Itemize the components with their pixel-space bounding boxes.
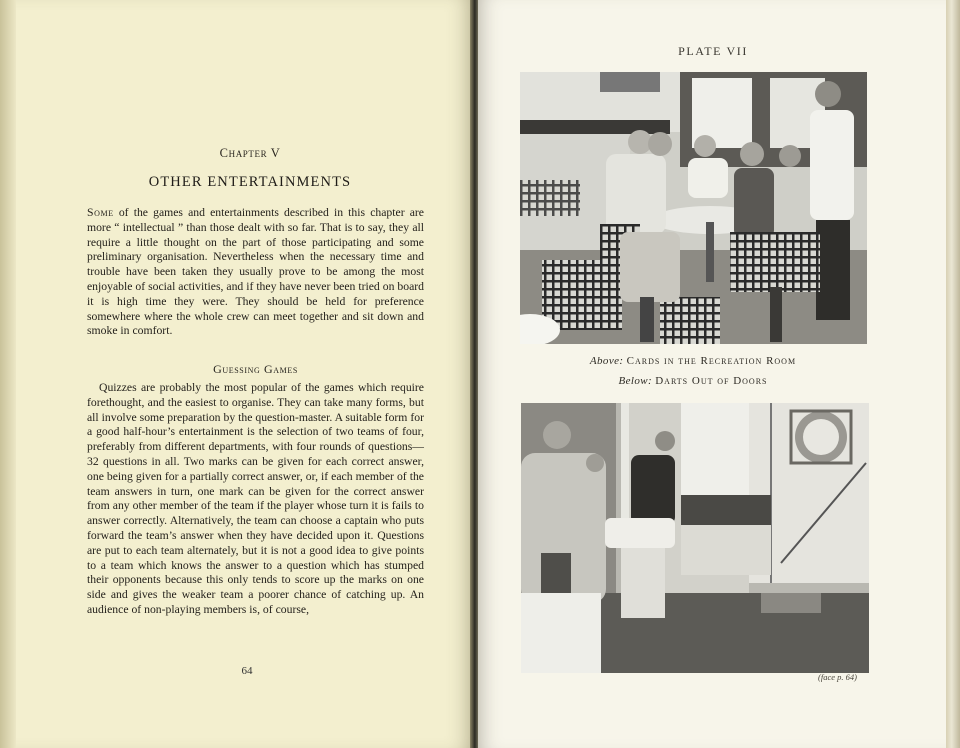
caption-below: [518, 375, 868, 387]
page-number: 64: [241, 665, 253, 677]
photo-darts-out-of-doors: [521, 403, 869, 673]
caption-below-prefix: Below:: [618, 375, 653, 387]
plate-label: PLATE VII: [678, 44, 748, 58]
chapter-label: Chapter V: [219, 146, 281, 160]
caption-above: [518, 355, 868, 367]
caption-above-text: Cards in the Recreation Room: [626, 355, 797, 367]
caption-above-prefix: Above:: [589, 355, 624, 367]
book-page-edge: [946, 0, 960, 748]
right-page: [478, 0, 948, 748]
chapter-title: OTHER ENTERTAINMENTS: [148, 174, 352, 190]
photo-cards-recreation-room: [520, 72, 867, 344]
photo-cards-image: [520, 72, 867, 344]
photo-darts-image: [521, 403, 869, 673]
intro-lead-word: Some: [87, 206, 114, 219]
left-page: [0, 0, 474, 748]
intro-paragraph: [87, 206, 424, 339]
caption-below-text: Darts Out of Doors: [655, 375, 768, 387]
face-page-reference: (face p. 64): [818, 672, 857, 682]
intro-paragraph-text: of the games and entertainments described in this chapter are more “ intellectual ” than those dealt with so far. That is to say, they all require a little thought on the part of those participating and some preliminary organisation. Nevertheless when the necessary time and trouble have been taken they usually prove to be among the most enjoyable of social activities, and if they have never been tried on board it is high time they were. They should be held for preference somewhere where the whole crew can meet together and sit down and smoke in comfort.: [87, 206, 424, 338]
guessing-games-paragraph: Quizzes are probably the most popular of the games which require forethought, and the easiest to organise. They can take many forms, but all involve some preparation by the question-master. A suitable form for a good half-hour’s entertainment is the selection of two teams of four, preferably from different departments, with four rounds of questions—32 questions in all. Two marks can be given for each correct answer, one being given for a partially correct answer, or, if each member of the team answers in turn, one mark can be given for the correct answer from any other member of the team if the player whose turn it is fails to answer correctly. Alternatively, the team can choose a captain who puts forward the team’s answer when they have decided upon it. Questions are put to each team alternately, but it is not a good idea to give points to a team which knows the answer to a question which has stumped their opponents because this only tends to score up the marks on one side and gives the weaker team a poorer chance of catching up. An audience of non-playing members is, of course,: [87, 381, 424, 616]
section-heading: Guessing Games: [213, 362, 298, 376]
book-gutter: [470, 0, 478, 748]
